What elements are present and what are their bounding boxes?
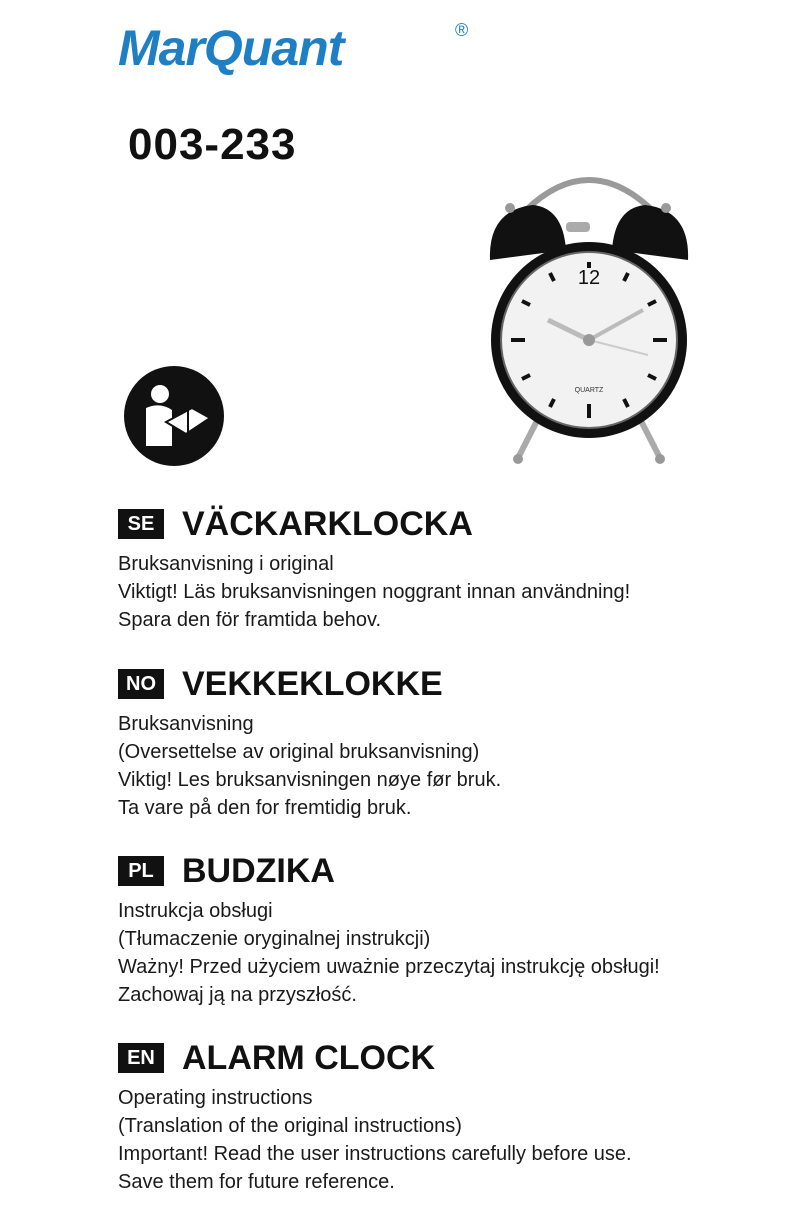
clock-dial-number: 12	[577, 267, 601, 289]
section-title: VÄCKARKLOCKA	[182, 504, 473, 543]
language-badge: SE	[118, 509, 164, 539]
section-se	[118, 502, 778, 634]
section-line: Viktig! Les bruksanvisningen nøye før bruk.	[118, 769, 502, 791]
language-badge: PL	[118, 856, 164, 886]
brand-logo-text: MarQuant	[118, 20, 344, 76]
section-line: Save them for future reference.	[118, 1171, 395, 1193]
section-line: Spara den för framtida behov.	[118, 609, 382, 631]
section-line: Viktigt! Läs bruksanvisningen noggrant innan användning!	[118, 581, 631, 603]
clock-dial-text: QUARTZ	[574, 387, 604, 394]
section-line: Zachowaj ją na przyszłość.	[118, 984, 357, 1006]
section-title: ALARM CLOCK	[182, 1038, 436, 1077]
language-badge: NO	[118, 669, 164, 699]
section-line: Ważny! Przed użyciem uważnie przeczytaj instrukcję obsługi!	[118, 956, 660, 978]
section-line: Ta vare på den for fremtidig bruk.	[118, 797, 412, 819]
brand-logo	[118, 18, 343, 98]
section-line: Bruksanvisning	[118, 713, 254, 735]
section-line: (Tłumaczenie oryginalnej instrukcji)	[118, 928, 431, 950]
read-manual-icon	[122, 364, 226, 468]
registered-mark: ®	[455, 20, 469, 40]
section-line: Instrukcja obsługi	[118, 900, 273, 922]
language-badge: EN	[118, 1043, 164, 1073]
section-line: Operating instructions	[118, 1087, 313, 1109]
alarm-clock-image	[478, 160, 700, 470]
section-title: VEKKEKLOKKE	[182, 664, 443, 703]
section-pl	[118, 849, 778, 1009]
section-line: (Translation of the original instructions)	[118, 1115, 462, 1137]
section-line: Important! Read the user instructions carefully before use.	[118, 1143, 632, 1165]
section-line: Bruksanvisning i original	[118, 553, 334, 575]
section-title: BUDZIKA	[182, 851, 335, 890]
section-line: (Oversettelse av original bruksanvisning)	[118, 741, 480, 763]
section-no	[118, 662, 778, 822]
model-number: 003-233	[128, 120, 297, 169]
section-en	[118, 1036, 778, 1196]
